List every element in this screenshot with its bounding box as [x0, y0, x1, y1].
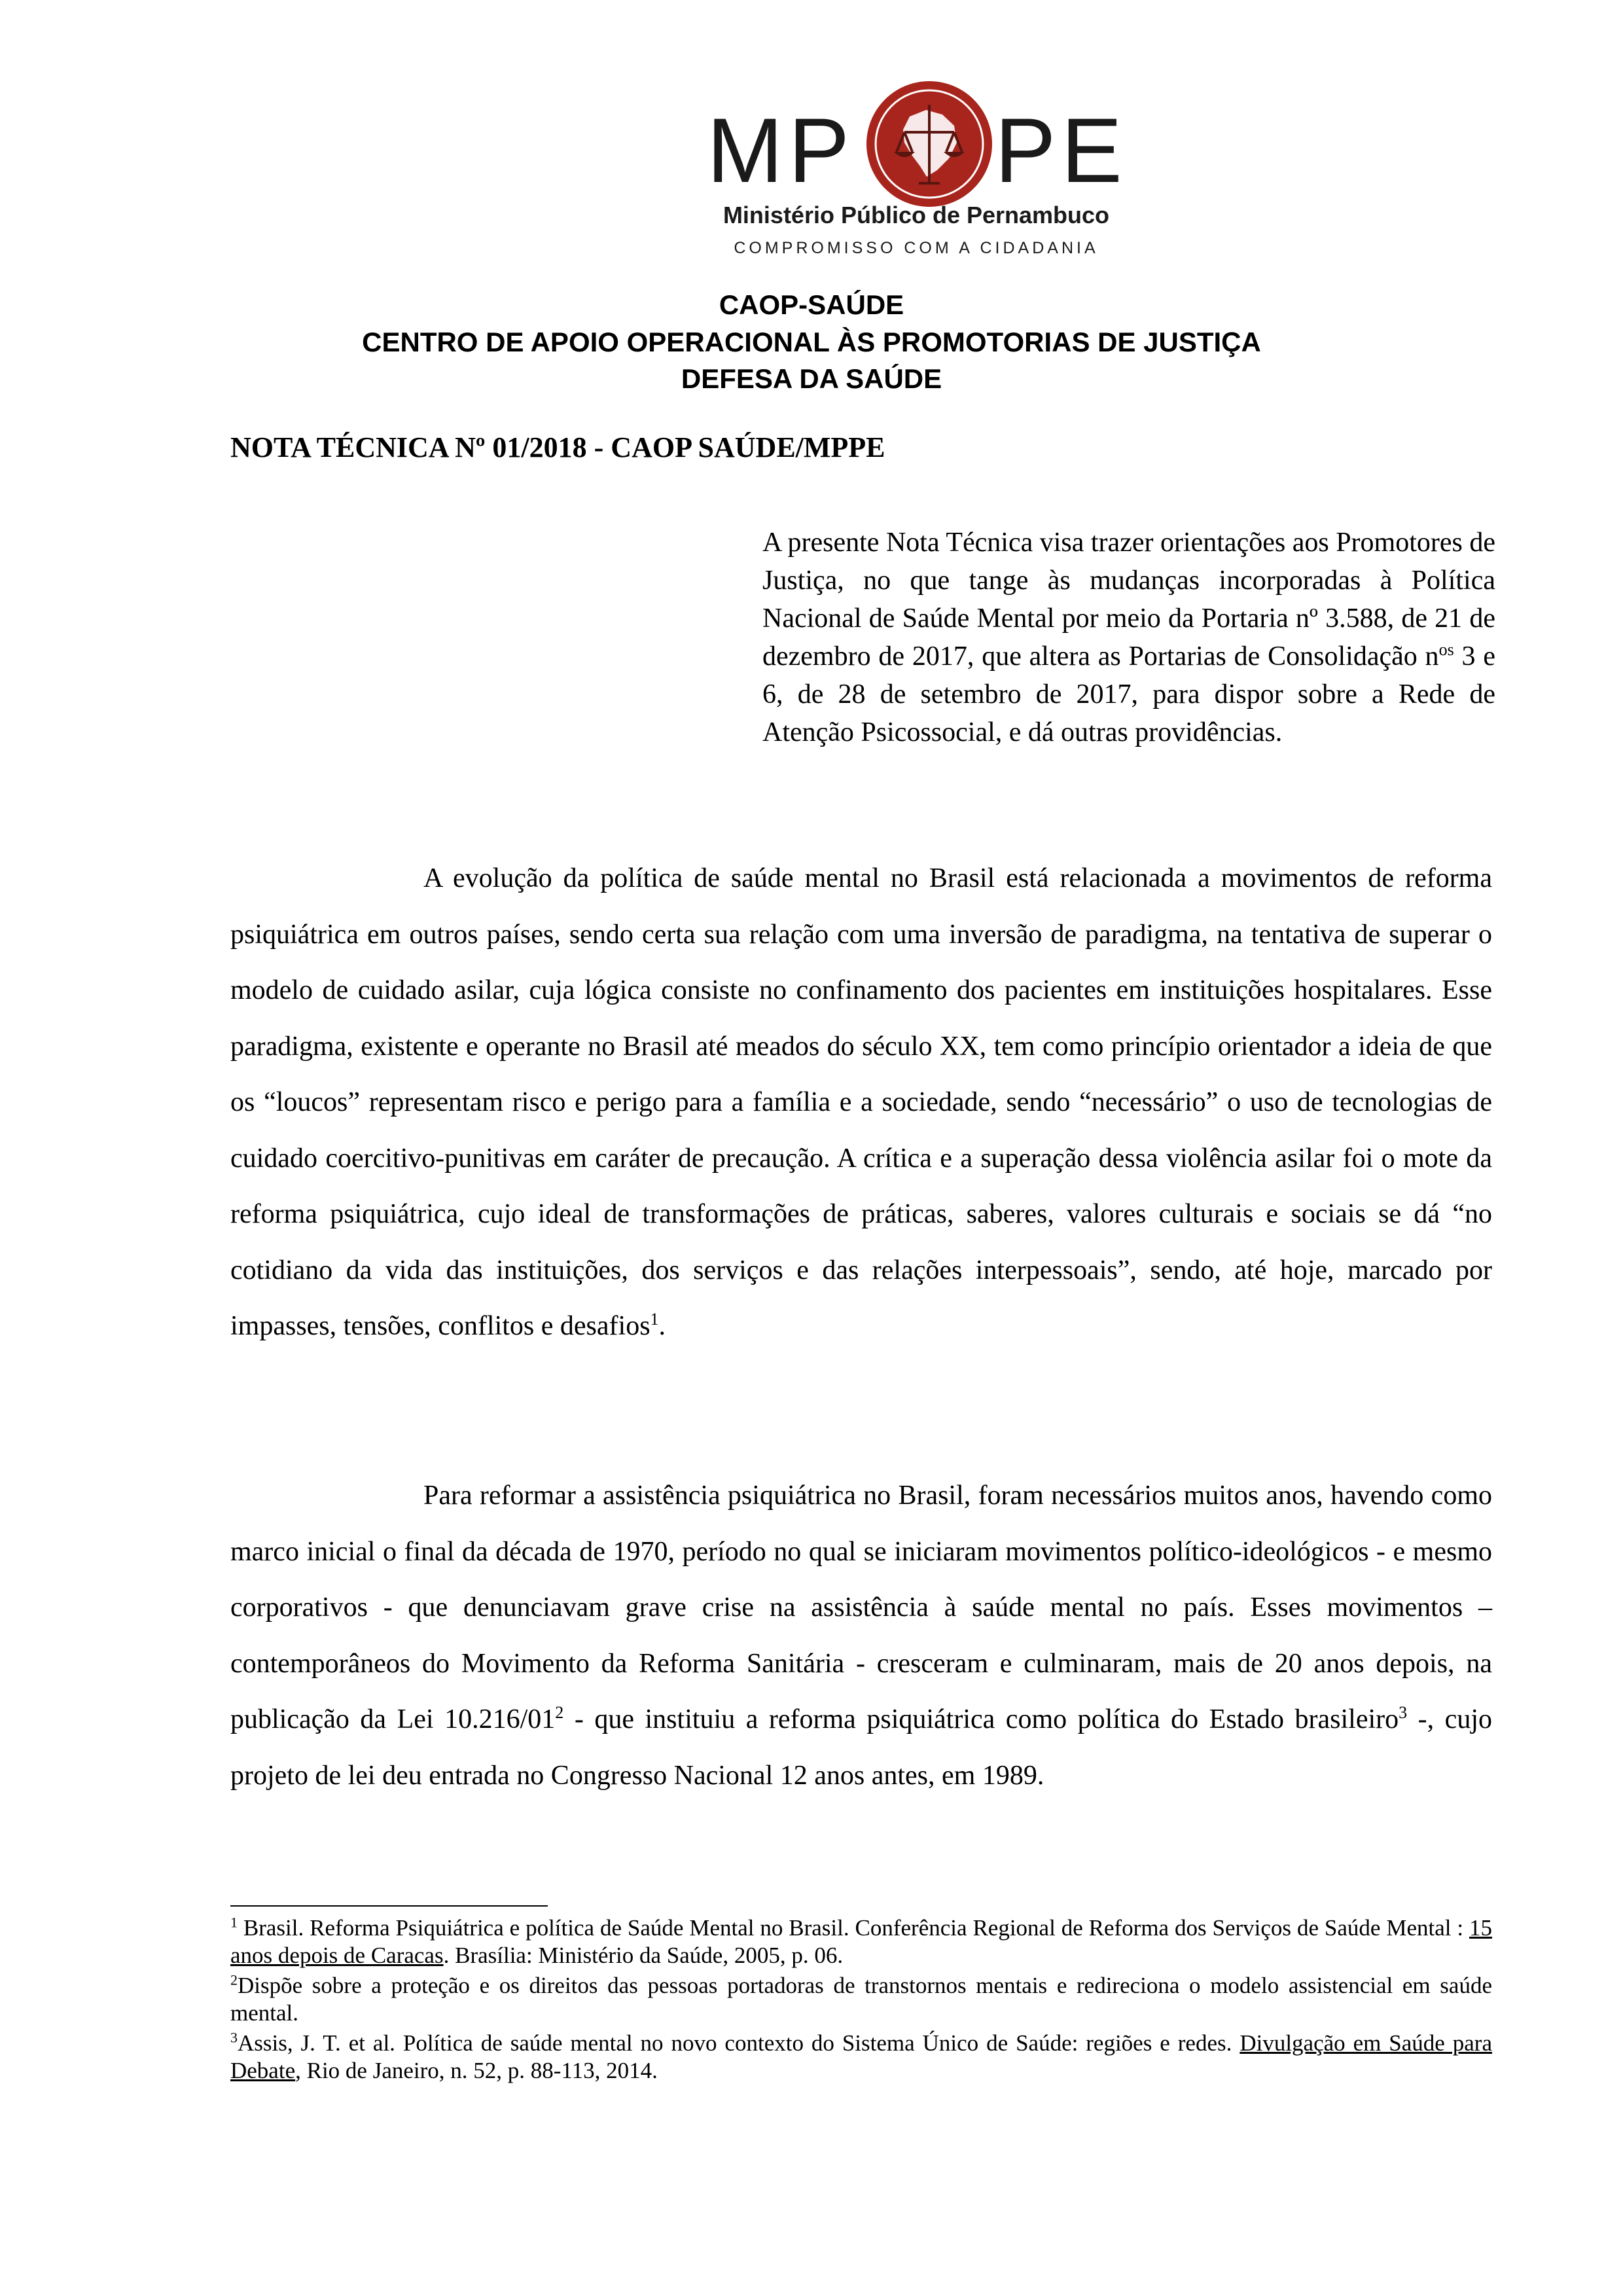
- footnote-1: [230, 1914, 1492, 1969]
- paragraph-1-text: A evolução da política de saúde mental no Brasil está relacionada a movimentos de reforma psiquiátrica em outros países, sendo certa sua relação com uma inversão de paradigma, na tentativa de superar o modelo de cuidado asilar, cuja lógica consiste no confinamento dos pacientes em instituições hospitalares. Esse paradigma, existente e operante no Brasil até meados do século XX, tem como princípio orientador a ideia de que os “loucos” representam risco e perigo para a família e a sociedade, sendo “necessário” o uso de tecnologias de cuidado coercitivo-punitivas em caráter de precaução. A crítica e a superação dessa violência asilar foi o mote da reforma psiquiátrica, cujo ideal de transformações de práticas, saberes, valores culturais e sociais se dá “no cotidiano da vida das instituições, dos serviços e das relações interpessoais”, sendo, até hoje, marcado por impasses, tensões, conflitos e desafios: [230, 863, 1492, 1341]
- header-centro-apoio: CENTRO DE APOIO OPERACIONAL ÀS PROMOTORIAS DE JUSTIÇA: [362, 327, 1261, 357]
- document-title: NOTA TÉCNICA Nº 01/2018 - CAOP SAÚDE/MPPE: [230, 431, 885, 463]
- footnote-text: Dispõe sobre a proteção e os direitos das pessoas portadoras de transtornos mentais e redireciona o modelo assistencial em saúde mental.: [230, 1973, 1492, 2026]
- logo-organization-name: Ministério Público de Pernambuco: [722, 202, 1110, 228]
- mppe-logo: [694, 79, 1139, 268]
- footnote-number: 3: [230, 2029, 238, 2046]
- paragraph-1-end: .: [658, 1311, 666, 1341]
- footnote-ref-3[interactable]: 3: [1399, 1703, 1408, 1722]
- header-caop-saude: CAOP-SAÚDE: [719, 289, 904, 320]
- logo-mp-text: MP: [707, 99, 855, 202]
- footnote-3: [230, 2030, 1492, 2085]
- abstract: [762, 524, 1495, 751]
- body-paragraph-2: [230, 1468, 1492, 1804]
- footnote-text-end: . Brasília: Ministério da Saúde, 2005, p. 06.: [443, 1943, 844, 1968]
- footnote-text: Assis, J. T. et al. Política de saúde mental no novo contexto do Sistema Único de Saúde: regiões e redes.: [238, 2030, 1240, 2056]
- footnote-underlined-title: 15 anos depois de Caracas: [230, 1915, 1492, 1968]
- footnote-divider: [230, 1905, 548, 1907]
- abstract-superscript: os: [1438, 640, 1454, 659]
- footnotes: [230, 1914, 1492, 2087]
- footnote-number: 2: [230, 1971, 238, 1988]
- abstract-part1: A presente Nota Técnica visa trazer orientações aos Promotores de Justiça, no que tange às mudanças incorporadas à Política Nacional de Saúde Mental por meio da Portaria nº 3.588, de 21 de dezembro de 2017, que altera as Portarias de Consolidação n: [762, 528, 1495, 672]
- footnote-2: [230, 1972, 1492, 2027]
- footnote-ref-2[interactable]: 2: [555, 1703, 564, 1722]
- footnote-text: Brasil. Reforma Psiquiátrica e política de Saúde Mental no Brasil. Conferência Regional de Reforma dos Serviços de Saúde Mental :: [238, 1915, 1469, 1941]
- logo-tagline: COMPROMISSO COM A CIDADANIA: [734, 239, 1099, 257]
- logo-pe-text: PE: [995, 99, 1128, 202]
- footnote-text-end: , Rio de Janeiro, n. 52, p. 88-113, 2014.: [295, 2058, 658, 2083]
- paragraph-2-part2: - que instituiu a reforma psiquiátrica como política do Estado brasileiro: [563, 1704, 1399, 1734]
- header-defesa-saude: DEFESA DA SAÚDE: [681, 363, 942, 394]
- paragraph-2-part1: Para reformar a assistência psiquiátrica no Brasil, foram necessários muitos anos, havendo como marco inicial o final da década de 1970, período no qual se iniciaram movimentos político-ideológicos - e mesmo corporativos - que denunciavam grave crise na assistência à saúde mental no país. Esses movimentos – contemporâneos do Movimento da Reforma Sanitária - cresceram e culminaram, mais de 20 anos depois, na publicação da Lei 10.216/01: [230, 1480, 1492, 1734]
- scales-of-justice-icon: [864, 79, 995, 209]
- footnote-ref-1[interactable]: 1: [650, 1310, 659, 1329]
- footnote-underlined-title: Divulgação em Saúde para Debate: [230, 2030, 1492, 2083]
- footnote-number: 1: [230, 1914, 238, 1931]
- body-paragraph-1: [230, 851, 1492, 1355]
- abstract-part2: 3 e 6, de 28 de setembro de 2017, para dispor sobre a Rede de Atenção Psicossocial, e dá outras providências.: [762, 641, 1495, 747]
- paragraph-2-part3: -, cujo projeto de lei deu entrada no Congresso Nacional 12 anos antes, em 1989.: [230, 1704, 1492, 1791]
